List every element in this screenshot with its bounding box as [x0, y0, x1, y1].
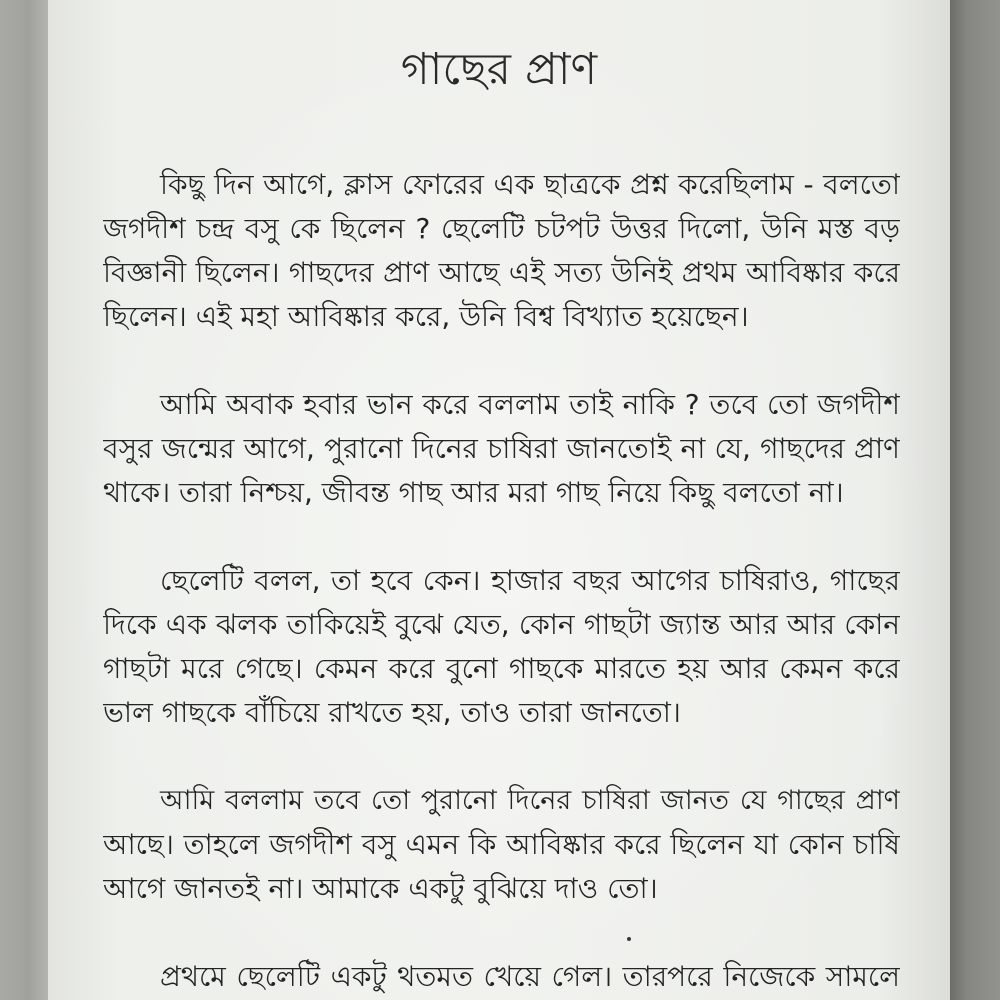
text-line: গাছটা মরে গেছে। কেমন করে বুনো গাছকে মারতে হয় আর কেমন করে	[103, 652, 900, 685]
right-background-edge	[950, 0, 1000, 1000]
text-line: দিকে এক ঝলক তাকিয়েই বুঝে যেত, কোন গাছটা জ্যান্ত আর আর কোন	[103, 608, 900, 641]
text-line: আগে জানতই না। আমাকে একটু বুঝিয়ে দাও তো।	[103, 872, 658, 905]
left-background-edge	[0, 0, 48, 1000]
text-line: ভাল গাছকে বাঁচিয়ে রাখতে হয়, তাও তারা জানতো।	[103, 696, 681, 729]
page-title: গাছের প্রাণ	[400, 44, 598, 95]
body-text	[103, 163, 900, 1000]
text-line: প্রথমে ছেলেটি একটু থতমত খেয়ে গেল। তারপরে নিজেকে সামলে	[160, 960, 900, 993]
paragraph	[103, 559, 900, 735]
paragraph	[103, 163, 900, 339]
text-line: আমি বললাম তবে তো পুরানো দিনের চাষিরা জানত যে গাছের প্রাণ	[160, 785, 900, 816]
book-page	[48, 0, 950, 1000]
text-line: বিজ্ঞানী ছিলেন। গাছদের প্রাণ আছে এই সত্য উনিই প্রথম আবিষ্কার করে	[103, 256, 900, 289]
paragraph	[103, 955, 900, 999]
text-line: জগদীশ চন্দ্র বসু কে ছিলেন ? ছেলেটি চটপট উত্তর দিলো, উনি মস্ত বড়	[103, 212, 900, 245]
text-line: কিছু দিন আগে, ক্লাস ফোরের এক ছাত্রকে প্রশ্ন করেছিলাম - বলতো	[160, 168, 900, 201]
text-line: আছে। তাহলে জগদীশ বসু এমন কি আবিষ্কার করে ছিলেন যা কোন চাষি	[103, 828, 900, 861]
text-line: থাকে। তারা নিশ্চয়, জীবন্ত গাছ আর মরা গাছ নিয়ে কিছু বলতো না।	[103, 476, 844, 509]
text-line: আমি অবাক হবার ভান করে বললাম তাই নাকি ? তবে তো জগদীশ	[160, 388, 900, 421]
paragraph	[103, 779, 900, 911]
text-line: বসুর জন্মের আগে, পুরানো দিনের চাষিরা জানতোই না যে, গাছদের প্রাণ	[103, 432, 900, 465]
ink-speck	[627, 937, 631, 941]
text-line: ছেলেটি বলল, তা হবে কেন। হাজার বছর আগের চাষিরাও, গাছের	[160, 564, 900, 597]
paragraph	[103, 383, 900, 515]
text-line: ছিলেন। এই মহা আবিষ্কার করে, উনি বিশ্ব বিখ্যাত হয়েছেন।	[103, 300, 749, 333]
